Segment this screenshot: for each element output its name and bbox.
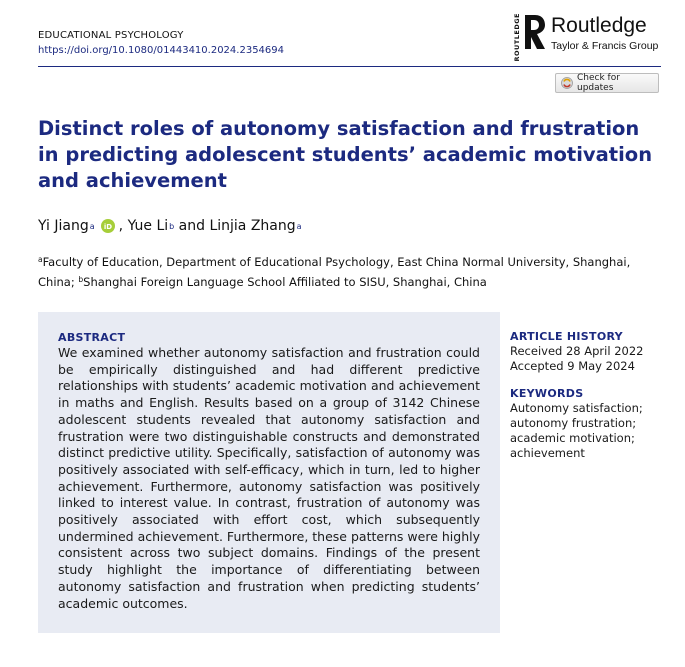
- author-affiliation-mark: a: [89, 221, 95, 231]
- author-name[interactable]: Linjia Zhang: [209, 218, 296, 234]
- affiliations: [38, 251, 661, 291]
- publisher-subtitle: Taylor & Francis Group: [551, 40, 659, 52]
- abstract-box: [38, 312, 500, 633]
- author-separator: ,: [118, 218, 124, 234]
- keyword-item: Autonomy satisfaction;: [510, 401, 643, 415]
- check-for-updates-label: Check for updates: [577, 73, 620, 93]
- affiliation-text: Faculty of Education, Department of Educational Psychology, East China Normal University, Shanghai, China;: [38, 255, 631, 289]
- author-affiliation-mark: b: [169, 221, 175, 231]
- accepted-date: Accepted 9 May 2024: [510, 359, 635, 373]
- check-updates-icon: [561, 77, 573, 89]
- abstract-heading: ABSTRACT: [58, 331, 126, 344]
- article-history-heading: ARTICLE HISTORY: [510, 330, 623, 343]
- keyword-item: achievement: [510, 446, 585, 460]
- affiliation-mark: a: [38, 255, 43, 264]
- keywords-heading: KEYWORDS: [510, 387, 584, 400]
- doi-link[interactable]: https://doi.org/10.1080/01443410.2024.2354694: [38, 45, 285, 56]
- abstract-text: We examined whether autonomy satisfaction and frustration could be empirically distinguished and had different predictive relationships with students’ academic motivation and achievement in maths and English. Results based on a group of 3142 Chinese adolescent students revealed that autonomy satisfaction and frustration were two distinguishable constructs and demonstrated distinct predictive utility. Specifically, satisfaction of autonomy was positively associated with self-efficacy, which in turn, led to higher achievement. Furthermore, autonomy satisfaction was positively linked to interest value. In contrast, frustration of autonomy was positively associated with effort cost, which subsequently undermined achievement. Furthermore, these patterns were highly consistent across two subject domains. Findings of the present study highlight the importance of differentiating between autonomy satisfaction and frustration when predicting students’ academic outcomes.: [58, 345, 480, 611]
- publisher-name: Routledge: [551, 14, 647, 37]
- publisher-logo: [513, 10, 673, 60]
- author-list: [38, 218, 302, 234]
- author-name[interactable]: Yue Li: [127, 218, 169, 234]
- svg-text:iD: iD: [103, 223, 112, 231]
- routledge-logo-icon: [523, 13, 547, 51]
- author-name[interactable]: Yi Jiang: [38, 218, 89, 234]
- orcid-icon[interactable]: [101, 219, 115, 233]
- paper-title: Distinct roles of autonomy satisfaction and frustration in predicting adolescent students’ academic motivation and achievement: [38, 117, 653, 192]
- check-for-updates-button[interactable]: [555, 73, 659, 93]
- keyword-item: autonomy frustration;: [510, 416, 637, 430]
- article-sidebar: [510, 330, 670, 461]
- keyword-item: academic motivation;: [510, 431, 635, 445]
- received-date: Received 28 April 2022: [510, 344, 644, 358]
- affiliation-text: Shanghai Foreign Language School Affiliated to SISU, Shanghai, China: [83, 275, 487, 289]
- journal-name: EDUCATIONAL PSYCHOLOGY: [38, 30, 184, 41]
- affiliation-mark: b: [78, 275, 84, 284]
- author-affiliation-mark: a: [296, 221, 302, 231]
- publisher-vertical-text: ROUTLEDGE: [513, 13, 521, 62]
- author-separator: and: [178, 218, 206, 234]
- header-divider: [38, 66, 661, 67]
